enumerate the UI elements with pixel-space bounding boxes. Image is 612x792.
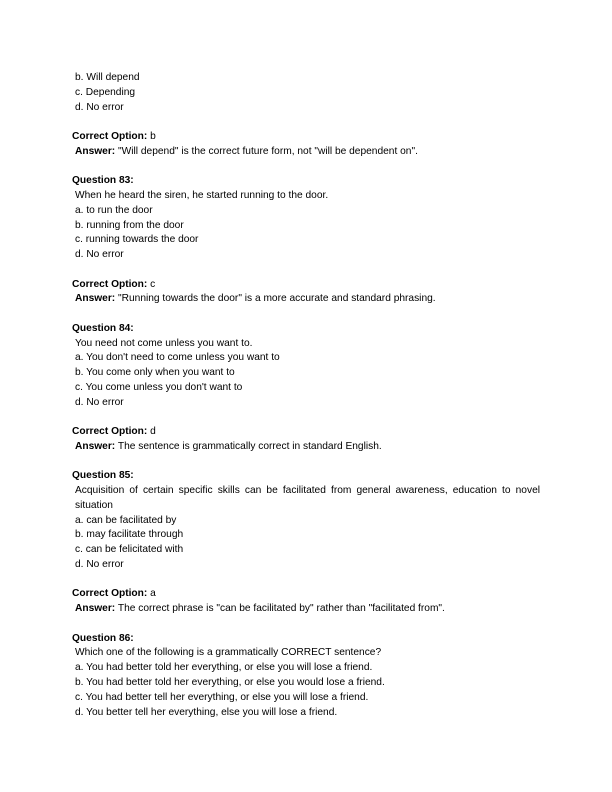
previous-question-answer xyxy=(72,130,540,160)
option-d: d. No error xyxy=(75,249,124,261)
option-b: b. You come only when you want to xyxy=(75,367,235,379)
question-83 xyxy=(72,174,540,263)
option-a: a. You had better told her everything, or else you will lose a friend. xyxy=(75,662,373,674)
option-b: b. running from the door xyxy=(75,219,184,231)
question-85 xyxy=(72,469,540,573)
answer-label: Answer: xyxy=(75,440,116,452)
answer-label: Answer: xyxy=(75,293,116,305)
option-b: b. You had better told her everything, or else you would lose a friend. xyxy=(75,677,385,689)
correct-option-value: a xyxy=(147,588,156,600)
answer-text: "Will depend" is the correct future form, not "will be dependent on". xyxy=(115,145,418,157)
option-b: b. Will depend xyxy=(75,72,140,83)
option-d: d. No error xyxy=(75,396,124,408)
correct-option-label: Correct Option: xyxy=(72,426,148,438)
question-83-answer xyxy=(72,278,540,308)
correct-option-value: c xyxy=(147,278,156,290)
correct-option-label: Correct Option: xyxy=(72,278,148,290)
option-d: d. No error xyxy=(75,101,124,113)
option-a: a. to run the door xyxy=(75,204,153,216)
correct-option-label: Correct Option: xyxy=(72,130,148,142)
answer-text: The correct phrase is "can be facilitated by" rather than "facilitated from". xyxy=(115,603,445,615)
option-c: c. Depending xyxy=(75,86,136,98)
option-c: c. running towards the door xyxy=(75,234,199,246)
option-c: c. You come unless you don't want to xyxy=(75,381,243,393)
question-title: Question 84: xyxy=(72,322,134,334)
answer-line xyxy=(72,602,540,617)
option-d: d. You better tell her everything, else you will lose a friend. xyxy=(75,706,338,718)
previous-question-options xyxy=(72,71,540,115)
question-stem: Which one of the following is a grammatically CORRECT sentence? xyxy=(75,647,382,659)
correct-option-line xyxy=(72,278,540,293)
correct-option-line xyxy=(72,587,540,602)
option-c: c. You had better tell her everything, or else you will lose a friend. xyxy=(75,691,369,703)
option-a: a. You don't need to come unless you want to xyxy=(75,352,280,364)
question-title: Question 86: xyxy=(72,632,134,644)
question-title: Question 85: xyxy=(72,470,134,482)
correct-option-value: b xyxy=(147,130,156,142)
answer-text: The sentence is grammatically correct in standard English. xyxy=(115,440,382,452)
question-stem: When he heard the siren, he started running to the door. xyxy=(75,189,329,201)
option-d: d. No error xyxy=(75,559,124,571)
answer-text: "Running towards the door" is a more accurate and standard phrasing. xyxy=(115,293,436,305)
answer-line xyxy=(72,440,540,455)
question-title: Question 83: xyxy=(72,175,134,187)
answer-label: Answer: xyxy=(75,603,116,615)
question-stem: You need not come unless you want to. xyxy=(75,337,253,349)
answer-line xyxy=(72,292,540,307)
answer-label: Answer: xyxy=(75,145,116,157)
question-stem: Acquisition of certain specific skills can be facilitated from general awareness, education to novel situation xyxy=(75,485,540,511)
question-84-answer xyxy=(72,425,540,455)
correct-option-label: Correct Option: xyxy=(72,588,148,600)
question-84 xyxy=(72,322,540,411)
option-b: b. may facilitate through xyxy=(75,529,184,541)
option-a: a. can be facilitated by xyxy=(75,514,177,526)
question-85-answer xyxy=(72,587,540,617)
correct-option-line xyxy=(72,130,540,145)
question-86 xyxy=(72,632,540,721)
correct-option-line xyxy=(72,425,540,440)
option-c: c. can be felicitated with xyxy=(75,544,184,556)
correct-option-value: d xyxy=(147,426,156,438)
answer-line xyxy=(72,145,540,160)
